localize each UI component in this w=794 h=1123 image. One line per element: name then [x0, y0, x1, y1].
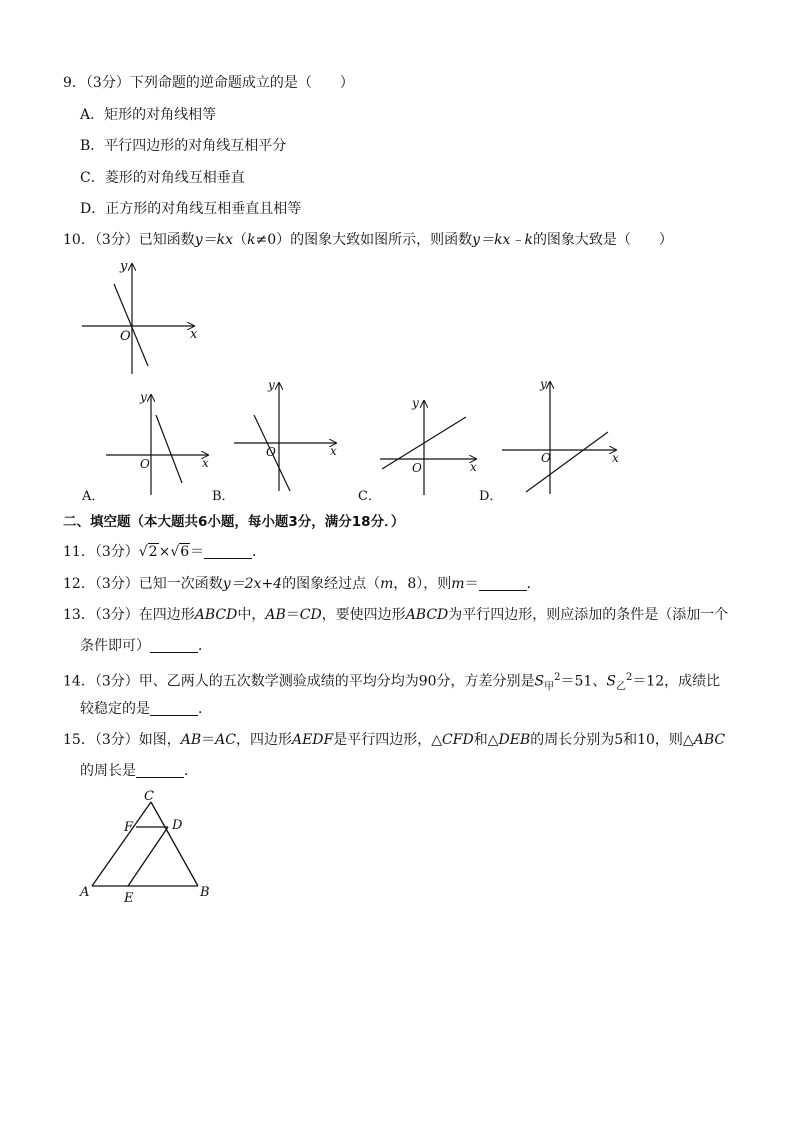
- q10-cond-k: k: [247, 232, 256, 248]
- q14-end: ．: [198, 701, 212, 717]
- q15-abc: ABC: [693, 732, 726, 748]
- q13-cd: CD: [299, 607, 322, 623]
- q10-choice-b: B．: [212, 489, 235, 504]
- q15-triangle-figure: [78, 788, 218, 906]
- section-2-title: 二、填空题（本大题共6小题，每小题3分，满分18分．）: [63, 514, 405, 530]
- q13-end: ．: [198, 638, 212, 654]
- q15-ab: AB: [180, 732, 202, 748]
- q9-option-d: D．正方形的对角线互相垂直且相等: [80, 201, 302, 217]
- origin-label: O: [140, 457, 150, 471]
- q14-pre: 14．（3分）甲、乙两人的五次数学测验成绩的平均分均为90分，方差分别是: [63, 673, 535, 690]
- q9-stem: 9．（3分）下列命题的逆命题成立的是（ ）: [63, 75, 354, 91]
- y-label: y: [412, 396, 419, 410]
- q11-eq: ＝: [190, 544, 205, 560]
- q15-eq: ＝: [201, 732, 216, 748]
- q13-eq: ＝: [285, 607, 300, 623]
- q14-s2: S: [606, 673, 616, 690]
- x-label: x: [202, 456, 209, 470]
- q11-num: 11．（3分）: [63, 544, 139, 560]
- segment-de: [128, 827, 168, 886]
- q15-deb: DEB: [498, 732, 531, 748]
- q15-answer-blank[interactable]: [136, 764, 184, 778]
- label-f: F: [124, 820, 134, 835]
- q13-mid2: ，要使四边形: [321, 607, 406, 623]
- q14-line2-text: 较稳定的是: [80, 701, 150, 717]
- q15-cfd: CFD: [442, 732, 474, 748]
- graph-line: [526, 432, 608, 492]
- q13-pre: 13．（3分）在四边形: [63, 607, 195, 623]
- label-d: D: [172, 818, 183, 833]
- q15-line1: [63, 731, 725, 749]
- q12-mid: 的图象经过点（: [282, 576, 381, 592]
- q10-func2: y＝kx﹣k: [472, 232, 533, 248]
- q13-line2: [80, 637, 212, 655]
- q10-choice-c: C．: [358, 489, 381, 504]
- x-label: x: [470, 460, 477, 474]
- q14-sup1: 2: [554, 672, 561, 683]
- x-label: x: [190, 327, 198, 342]
- q13-tail: 为平行四边形，则应添加的条件是（添加一个: [448, 607, 729, 623]
- q10-func1: y＝kx: [194, 232, 234, 248]
- q13-line2-text: 条件即可）: [80, 638, 150, 654]
- q10-choice-a: A．: [82, 489, 105, 504]
- q15-ac: AC: [215, 732, 236, 748]
- x-label: x: [330, 444, 337, 458]
- q12: [63, 575, 541, 593]
- q15-line2-text: 的周长是: [80, 763, 136, 779]
- q11-sqrt-2: √6: [170, 544, 190, 560]
- y-label: y: [540, 377, 547, 391]
- q9-option-c: C．菱形的对角线互相垂直: [80, 170, 245, 186]
- q10-tail: 的图象大致是（ ）: [532, 232, 673, 248]
- q14-line2: [80, 700, 212, 718]
- x-label: x: [612, 451, 619, 465]
- q14-answer-blank[interactable]: [150, 702, 198, 716]
- origin-label: O: [412, 461, 422, 475]
- q10-cond-close: ≠0）的图象大致如图所示，则函数: [255, 232, 473, 248]
- q12-pre: 12．（3分）已知一次函数: [63, 576, 223, 592]
- q12-answer-blank[interactable]: [479, 577, 527, 591]
- q11-sqrt-1: √2: [138, 544, 158, 560]
- q11-answer-blank[interactable]: [204, 545, 252, 559]
- label-e: E: [124, 891, 134, 906]
- q15-aedf: AEDF: [291, 732, 334, 748]
- q11-end: ．: [252, 544, 267, 560]
- q11: [63, 543, 266, 561]
- q12-m2: m: [451, 576, 465, 592]
- q14-sub2: 乙: [615, 681, 626, 693]
- q13-abcd2: ABCD: [405, 607, 449, 623]
- q15-tail: 的周长分别为5和10，则△: [530, 732, 694, 748]
- label-c: C: [144, 789, 154, 804]
- q13-ab: AB: [265, 607, 286, 623]
- side-ac: [92, 802, 151, 886]
- q15-end: ．: [184, 763, 198, 779]
- q13-line1: [63, 606, 728, 624]
- q14-s1: S: [534, 673, 545, 690]
- q9-option-b: B．平行四边形的对角线互相平分: [80, 138, 287, 154]
- origin-label: O: [266, 445, 276, 459]
- q12-eq: ＝: [464, 576, 479, 592]
- q10-option-c-graph: [378, 397, 493, 497]
- q14-sub1: 甲: [544, 681, 555, 693]
- q10-option-b-graph: [232, 379, 347, 491]
- q11-times: ×: [158, 544, 171, 560]
- q13-answer-blank[interactable]: [150, 639, 198, 653]
- q10-stem: [63, 231, 673, 249]
- q14-val2: ＝12，成绩比: [632, 673, 721, 690]
- q13-abcd: ABCD: [194, 607, 238, 623]
- q15-mid2: 是平行四边形，△: [333, 732, 443, 748]
- q12-func: y＝2x+4: [222, 576, 283, 592]
- q15-line2: [80, 762, 198, 780]
- graph-line: [114, 284, 148, 366]
- y-label: y: [268, 378, 275, 392]
- q15-mid: ，四边形: [235, 732, 292, 748]
- q10-option-d-graph: [500, 378, 625, 496]
- q15-pre: 15．（3分）如图，: [63, 732, 181, 748]
- y-label: y: [140, 390, 147, 404]
- q12-m: m: [380, 576, 394, 592]
- q15-and: 和△: [473, 732, 499, 748]
- graph-line: [156, 415, 182, 483]
- q13-mid: 中，: [237, 607, 266, 623]
- q14-val1: ＝51、: [560, 673, 607, 690]
- label-b: B: [200, 885, 210, 900]
- q10-main-graph: [78, 258, 208, 378]
- origin-label: O: [120, 329, 131, 344]
- q9-option-a: A．矩形的对角线相等: [80, 107, 217, 123]
- side-cb: [151, 802, 198, 886]
- q12-end: ．: [526, 576, 541, 592]
- origin-label: O: [541, 451, 551, 465]
- q14-line1: [63, 669, 720, 696]
- q10-cond-open: （: [233, 232, 248, 248]
- q12-pt: ，8），则: [393, 576, 452, 592]
- q10-option-a-graph: [104, 391, 219, 499]
- q10-choice-d: D．: [479, 489, 503, 504]
- label-a: A: [80, 885, 90, 900]
- q10-num: 10．（3分）已知函数: [63, 232, 195, 248]
- q14-sup2: 2: [625, 672, 633, 683]
- y-label: y: [120, 259, 128, 274]
